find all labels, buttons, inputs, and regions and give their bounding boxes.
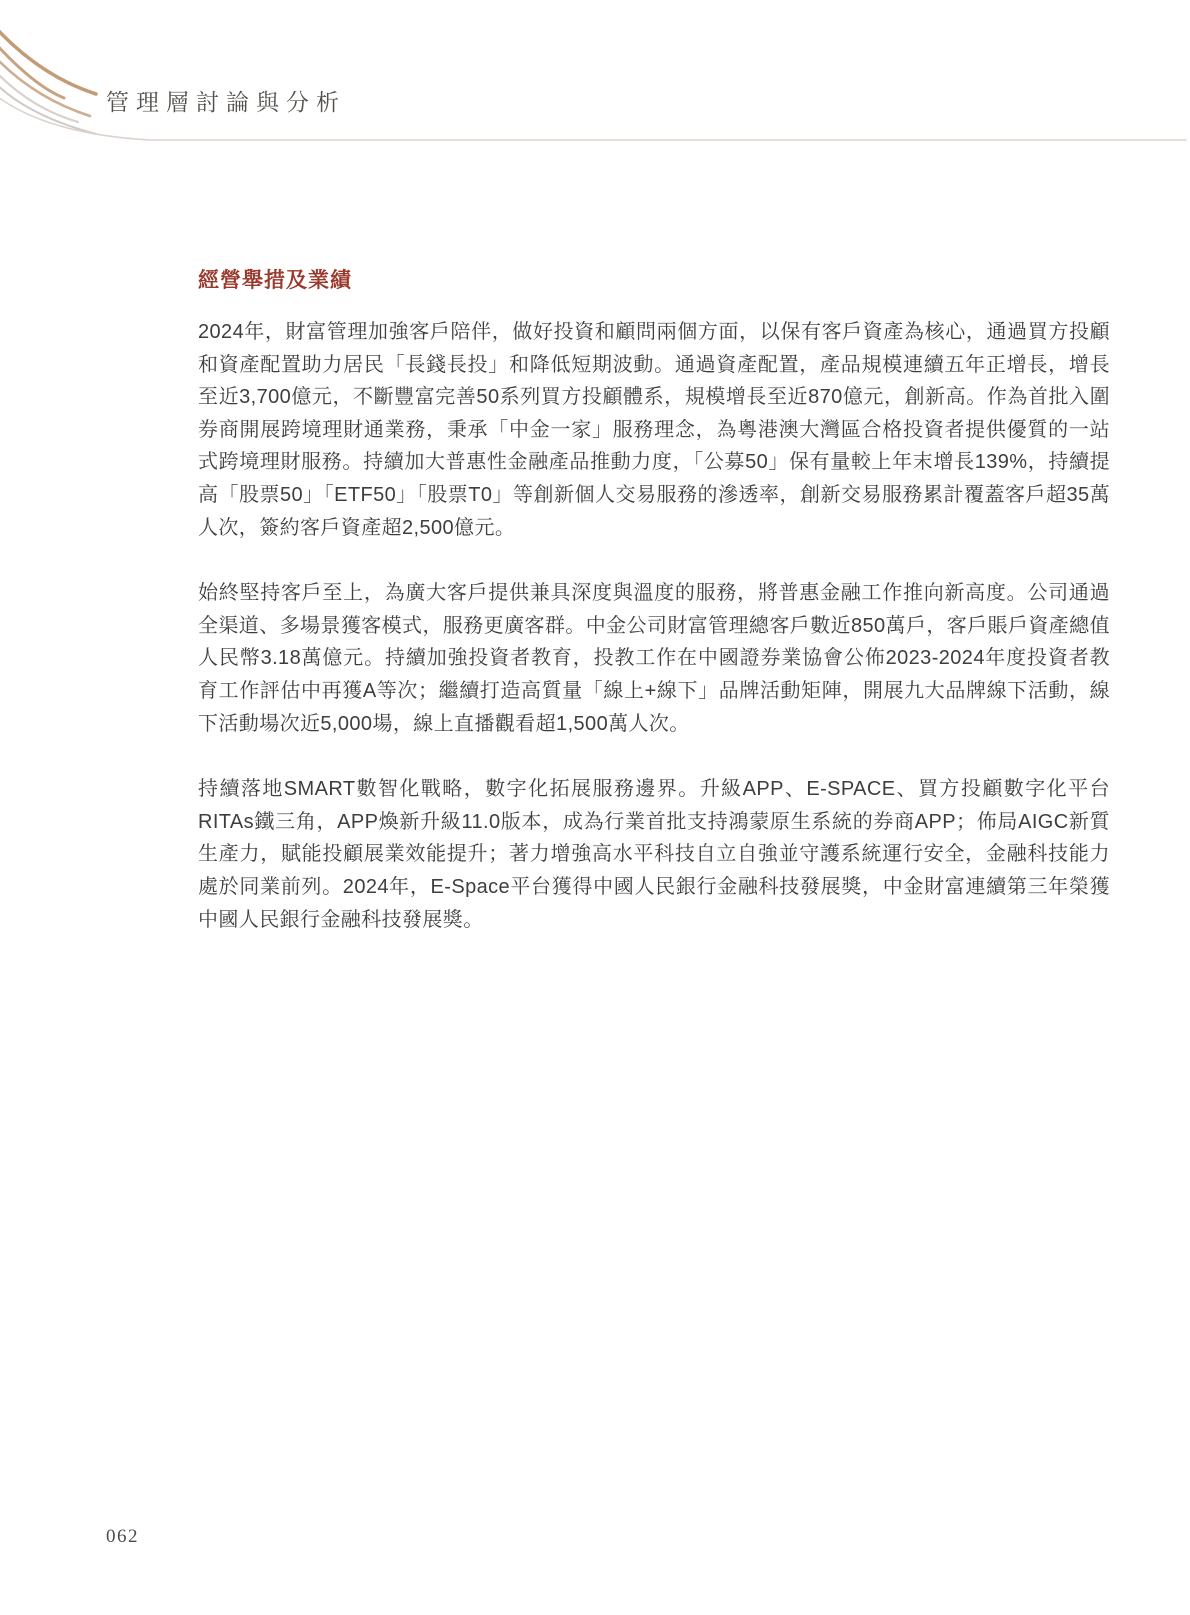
body-paragraph: 2024年，財富管理加強客戶陪伴，做好投資和顧問兩個方面，以保有客戶資產為核心，通過買方投顧和資產配置助力居民「長錢長投」和降低短期波動。通過資產配置，產品規模連續五年正增長，增長至近3,700億元，不斷豐富完善50系列買方投顧體系，規模增長至近870億元，創新高。作為首批入圍券商開展跨境理財通業務，秉承「中金一家」服務理念，為粵港澳大灣區合格投資者提供優質的一站式跨境理財服務。持續加大普惠性金融產品推動力度，「公募50」保有量較上年末增長139%，持續提高「股票50」「ETF50」「股票T0」等創新個人交易服務的滲透率，創新交易服務累計覆蓋客戶超35萬人次，簽約客戶資產超2,500億元。: [198, 321, 1110, 539]
section-heading: 經營舉措及業績: [198, 269, 352, 292]
body-paragraph: 持續落地SMART數智化戰略，數字化拓展服務邊界。升級APP、E-SPACE、買方投顧數字化平台RITAs鐵三角，APP煥新升級11.0版本，成為行業首批支持鴻蒙原生系統的券商APP；佈局AIGC新質生產力，賦能投顧展業效能提升；著力增強高水平科技自立自強並守護系統運行安全，金融科技能力處於同業前列。2024年，E-Space平台獲得中國人民銀行金融科技發展獎，中金財富連續第三年榮獲中國人民銀行金融科技發展獎。: [198, 778, 1110, 931]
chapter-title: 管理層討論與分析: [106, 90, 346, 115]
body-paragraph: 始終堅持客戶至上，為廣大客戶提供兼具深度與溫度的服務，將普惠金融工作推向新高度。公司通過全渠道、多場景獲客模式，服務更廣客群。中金公司財富管理總客戶數近850萬戶，客戶賬戶資產總值人民幣3.18萬億元。持續加強投資者教育，投教工作在中國證券業協會公佈2023-2024年度投資者教育工作評估中再獲A等次；繼續打造高質量「線上+線下」品牌活動矩陣，開展九大品牌線下活動，線下活動場次近5,000場，線上直播觀看超1,500萬人次。: [198, 582, 1110, 735]
page-number: 062: [106, 1526, 139, 1547]
content-area: [198, 264, 1110, 936]
